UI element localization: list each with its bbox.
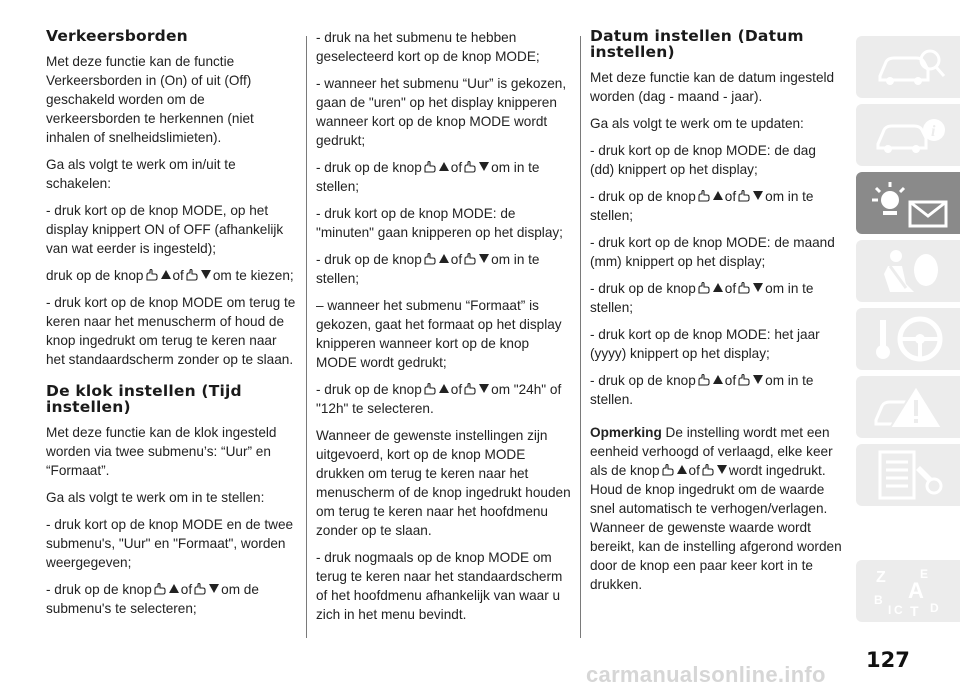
paragraph-with-buttons bbox=[316, 158, 572, 196]
maintenance-checklist-icon bbox=[866, 448, 954, 502]
column-3 bbox=[590, 28, 842, 602]
button-press-icon bbox=[701, 464, 714, 476]
car-info-icon bbox=[866, 108, 954, 162]
text: - druk op de knop bbox=[46, 582, 152, 597]
button-press-icon bbox=[737, 374, 750, 386]
text: om in te stellen; bbox=[316, 252, 540, 286]
button-press-icon bbox=[423, 161, 436, 173]
down-arrow-icon bbox=[753, 191, 763, 200]
paragraph-with-buttons bbox=[46, 580, 298, 618]
heading-clock: De klok instellen (Tijd instellen) bbox=[46, 382, 242, 416]
text: om in te stellen; bbox=[590, 189, 814, 223]
paragraph: - druk kort op de knop MODE, op het display knippert ON of OFF (afhankelijk van wat eerder is ingesteld); bbox=[46, 203, 284, 256]
car-warning-triangle-icon bbox=[866, 380, 954, 434]
text: of bbox=[688, 463, 700, 478]
button-press-icon bbox=[193, 583, 206, 595]
text: of bbox=[180, 582, 193, 597]
alphabetical-index-icon bbox=[866, 564, 954, 618]
text: - druk op de knop bbox=[590, 189, 696, 204]
text: om in te stellen; bbox=[590, 281, 814, 315]
paragraph: – wanneer het submenu “Formaat” is gekozen, gaat het formaat op het display knipperen wanneer kort op de knop MODE wordt gedrukt; bbox=[316, 298, 562, 370]
up-arrow-icon bbox=[713, 283, 723, 292]
text: om "24h" of "12h" te selecteren. bbox=[316, 382, 562, 416]
paragraph: - druk kort op de knop MODE en de twee submenu's, "Uur" en "Formaat", worden weergegeven; bbox=[46, 517, 294, 570]
down-arrow-icon bbox=[753, 375, 763, 384]
down-arrow-icon bbox=[209, 584, 219, 593]
text: druk op de knop bbox=[46, 268, 144, 283]
watermark: carmanualsonline.info bbox=[586, 662, 826, 687]
paragraph: Ga als volgt te werk om te updaten: bbox=[590, 116, 804, 131]
note bbox=[590, 423, 842, 594]
up-arrow-icon bbox=[713, 191, 723, 200]
paragraph: - druk kort op de knop MODE: de "minuten" gaan knipperen op het display; bbox=[316, 206, 563, 240]
button-press-icon bbox=[463, 383, 476, 395]
up-arrow-icon bbox=[439, 384, 449, 393]
text: om te kiezen; bbox=[212, 268, 294, 283]
svg-text:Z: Z bbox=[876, 569, 886, 586]
down-arrow-icon bbox=[479, 162, 489, 171]
column-2 bbox=[316, 28, 572, 632]
paragraph: Met deze functie kan de functie Verkeersborden in (On) of uit (Off) geschakeld worden om de verkeersborden te herkennen (niet inhalen of snelheidslimieten). bbox=[46, 54, 254, 145]
up-arrow-icon bbox=[713, 375, 723, 384]
text: - druk op de knop bbox=[316, 382, 422, 397]
paragraph-with-buttons bbox=[590, 187, 842, 225]
chapter-tab-bar bbox=[850, 30, 960, 630]
text: - druk op de knop bbox=[316, 252, 422, 267]
text: - druk op de knop bbox=[316, 160, 422, 175]
button-press-icon bbox=[661, 464, 674, 476]
svg-text:D: D bbox=[930, 601, 939, 615]
car-search-icon bbox=[866, 40, 954, 94]
button-press-icon bbox=[423, 253, 436, 265]
text: wordt ingedrukt. Houd de knop ingedrukt om de waarde snel automatisch te verhogen/verlagen. Wanneer de gewenste waarde wordt bereikt, kan de instelling afgerond worden door de knop een paar keer kort in te drukken. bbox=[590, 463, 842, 592]
text: of bbox=[724, 373, 737, 388]
paragraph-with-buttons bbox=[46, 266, 298, 285]
up-arrow-icon bbox=[169, 584, 179, 593]
paragraph: - druk kort op de knop MODE: het jaar (yyyy) knippert op het display; bbox=[590, 327, 820, 361]
text: om de submenu's te selecteren; bbox=[46, 582, 259, 616]
button-press-icon bbox=[463, 161, 476, 173]
paragraph: Met deze functie kan de klok ingesteld worden via twee submenu’s: “Uur” en “Formaat”. bbox=[46, 425, 277, 478]
tab-warning-lights[interactable] bbox=[856, 172, 960, 234]
tab-car-search[interactable] bbox=[856, 36, 960, 98]
button-press-icon bbox=[737, 190, 750, 202]
up-arrow-icon bbox=[677, 465, 687, 474]
text: of bbox=[724, 281, 737, 296]
paragraph: Ga als volgt te werk om in te stellen: bbox=[46, 490, 265, 505]
svg-text:C: C bbox=[894, 603, 903, 617]
down-arrow-icon bbox=[479, 384, 489, 393]
text: of bbox=[450, 160, 463, 175]
tab-car-info[interactable] bbox=[856, 104, 960, 166]
tab-maintenance[interactable] bbox=[856, 444, 960, 506]
button-press-icon bbox=[153, 583, 166, 595]
tab-safety[interactable] bbox=[856, 240, 960, 302]
svg-text:A: A bbox=[908, 578, 924, 603]
button-press-icon bbox=[185, 269, 198, 281]
tab-emergency[interactable] bbox=[856, 376, 960, 438]
heading-date: Datum instellen (Datum instellen) bbox=[590, 27, 804, 61]
heading-traffic-signs: Verkeersborden bbox=[46, 27, 188, 45]
text: De instelling wordt met een eenheid verhoogd of verlaagd, elke keer als de knop bbox=[590, 425, 833, 478]
svg-text:E: E bbox=[920, 567, 929, 581]
paragraph-with-buttons bbox=[316, 380, 572, 418]
column-divider bbox=[306, 36, 307, 638]
button-press-icon bbox=[737, 282, 750, 294]
text: - druk op de knop bbox=[590, 281, 696, 296]
button-press-icon bbox=[423, 383, 436, 395]
button-press-icon bbox=[463, 253, 476, 265]
warning-light-mail-icon bbox=[866, 176, 954, 230]
button-press-icon bbox=[145, 269, 158, 281]
paragraph: Wanneer de gewenste instellingen zijn uitgevoerd, kort op de knop MODE drukken om terug te keren naar het menuscherm of de knop ingedrukt houden om terug te keren naar het hoofdmenu zonder op te slaan. bbox=[316, 428, 571, 538]
paragraph-with-buttons bbox=[590, 279, 842, 317]
paragraph: - druk nogmaals op de knop MODE om terug te keren naar het standaardscherm of het hoofdmenu afhankelijk van waar u zich in het menu bevindt. bbox=[316, 550, 563, 622]
tab-index[interactable] bbox=[856, 560, 960, 622]
paragraph: - wanneer het submenu “Uur” is gekozen, gaan de "uren" op het display knipperen wanneer kort op de knop MODE wordt gedrukt; bbox=[316, 76, 567, 148]
text: of bbox=[724, 189, 737, 204]
paragraph: - druk na het submenu te hebben geselecteerd kort op de knop MODE; bbox=[316, 30, 540, 64]
text: om in te stellen; bbox=[316, 160, 540, 194]
paragraph: Ga als volgt te werk om in/uit te schakelen: bbox=[46, 157, 236, 191]
paragraph: - druk kort op de knop MODE: de dag (dd) knippert op het display; bbox=[590, 143, 816, 177]
svg-text:I: I bbox=[888, 603, 892, 617]
up-arrow-icon bbox=[439, 254, 449, 263]
up-arrow-icon bbox=[161, 270, 171, 279]
paragraph: Met deze functie kan de datum ingesteld worden (dag - maand - jaar). bbox=[590, 70, 835, 104]
down-arrow-icon bbox=[753, 283, 763, 292]
steering-tools-icon bbox=[866, 312, 954, 366]
paragraph: - druk kort op de knop MODE om terug te keren naar het menuscherm of houd de knop ingedrukt om terug te keren naar het standaardscherm zonder op te slaan. bbox=[46, 295, 296, 367]
button-press-icon bbox=[697, 374, 710, 386]
seatbelt-airbag-icon bbox=[866, 244, 954, 298]
button-press-icon bbox=[697, 190, 710, 202]
text: of bbox=[450, 382, 463, 397]
paragraph-with-buttons bbox=[590, 371, 842, 409]
note-label: Opmerking bbox=[590, 425, 662, 440]
text: of bbox=[172, 268, 184, 283]
svg-text:T: T bbox=[910, 603, 919, 618]
svg-text:B: B bbox=[874, 593, 883, 607]
down-arrow-icon bbox=[479, 254, 489, 263]
up-arrow-icon bbox=[439, 162, 449, 171]
column-1 bbox=[46, 28, 298, 626]
text: - druk op de knop bbox=[590, 373, 696, 388]
svg-text:i: i bbox=[931, 123, 936, 140]
paragraph-with-buttons bbox=[316, 250, 572, 288]
down-arrow-icon bbox=[717, 465, 727, 474]
column-divider bbox=[580, 36, 581, 638]
paragraph: - druk kort op de knop MODE: de maand (mm) knippert op het display; bbox=[590, 235, 835, 269]
page-number: 127 bbox=[866, 648, 910, 672]
button-press-icon bbox=[697, 282, 710, 294]
text: of bbox=[450, 252, 463, 267]
tab-driving[interactable] bbox=[856, 308, 960, 370]
down-arrow-icon bbox=[201, 270, 211, 279]
text: om in te stellen. bbox=[590, 373, 814, 407]
